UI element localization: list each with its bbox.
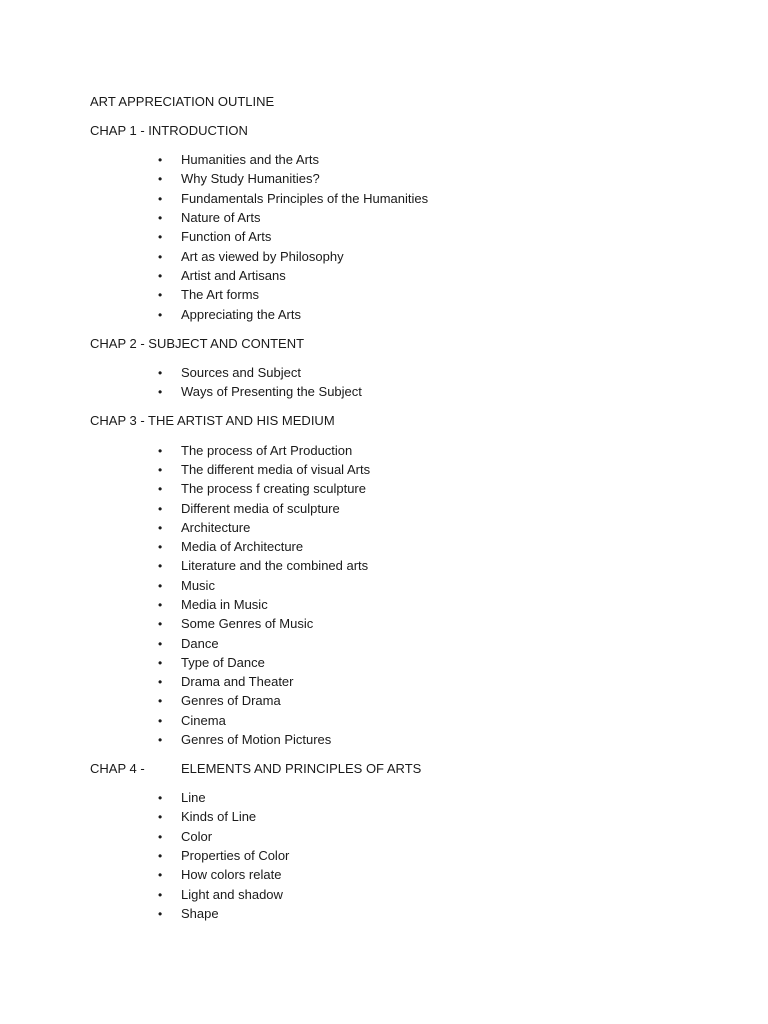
list-item: How colors relate — [181, 867, 282, 882]
bullet-icon: • — [158, 791, 163, 805]
list-item: Music — [181, 578, 215, 593]
bullet-icon: • — [158, 192, 163, 206]
bullet-icon: • — [158, 637, 163, 651]
list-item: Kinds of Line — [181, 809, 257, 824]
chapter-4-subheading: ELEMENTS AND PRINCIPLES OF ARTS — [181, 761, 422, 776]
bullet-icon: • — [158, 888, 163, 902]
list-item: Genres of Motion Pictures — [181, 732, 332, 747]
bullet-icon: • — [158, 675, 163, 689]
list-item: Fundamentals Principles of the Humanities — [181, 191, 429, 206]
list-item: Sources and Subject — [181, 365, 301, 380]
bullet-icon: • — [158, 482, 163, 496]
bullet-icon: • — [158, 714, 163, 728]
bullet-icon: • — [158, 269, 163, 283]
bullet-icon: • — [158, 540, 163, 554]
list-item: Nature of Arts — [181, 210, 261, 225]
bullet-icon: • — [158, 521, 163, 535]
chapter-2-heading: CHAP 2 - SUBJECT AND CONTENT — [90, 336, 305, 351]
list-item: The process f creating sculpture — [181, 481, 366, 496]
list-item: Light and shadow — [181, 887, 283, 902]
list-item: Ways of Presenting the Subject — [181, 384, 362, 399]
list-item: Humanities and the Arts — [181, 152, 320, 167]
bullet-icon: • — [158, 830, 163, 844]
bullet-icon: • — [158, 366, 163, 380]
list-item: The Art forms — [181, 287, 260, 302]
list-item: Function of Arts — [181, 229, 272, 244]
list-item: Literature and the combined arts — [181, 558, 369, 573]
list-item: Type of Dance — [181, 655, 265, 670]
list-item: Media in Music — [181, 597, 268, 612]
bullet-icon: • — [158, 250, 163, 264]
bullet-icon: • — [158, 308, 163, 322]
list-item: Cinema — [181, 713, 226, 728]
list-item: Genres of Drama — [181, 693, 281, 708]
chapter-4-heading: CHAP 4 - — [90, 761, 145, 776]
bullet-icon: • — [158, 868, 163, 882]
bullet-icon: • — [158, 502, 163, 516]
bullet-icon: • — [158, 656, 163, 670]
list-item: Appreciating the Arts — [181, 307, 301, 322]
bullet-icon: • — [158, 579, 163, 593]
bullet-icon: • — [158, 733, 163, 747]
list-item: Artist and Artisans — [181, 268, 286, 283]
bullet-icon: • — [158, 172, 163, 186]
list-item: The different media of visual Arts — [181, 462, 371, 477]
list-item: Shape — [181, 906, 219, 921]
list-item: Art as viewed by Philosophy — [181, 249, 344, 264]
chapter-3-heading: CHAP 3 - THE ARTIST AND HIS MEDIUM — [90, 413, 335, 428]
list-item: The process of Art Production — [181, 443, 353, 458]
bullet-icon: • — [158, 385, 163, 399]
list-item: Drama and Theater — [181, 674, 294, 689]
bullet-icon: • — [158, 153, 163, 167]
bullet-icon: • — [158, 230, 163, 244]
list-item: Dance — [181, 636, 219, 651]
bullet-icon: • — [158, 694, 163, 708]
bullet-icon: • — [158, 559, 163, 573]
bullet-icon: • — [158, 810, 163, 824]
bullet-icon: • — [158, 907, 163, 921]
list-item: Properties of Color — [181, 848, 290, 863]
list-item: Different media of sculpture — [181, 501, 340, 516]
bullet-icon: • — [158, 288, 163, 302]
list-item: Media of Architecture — [181, 539, 304, 554]
list-item: Why Study Humanities? — [181, 171, 320, 186]
bullet-icon: • — [158, 598, 163, 612]
document-title: ART APPRECIATION OUTLINE — [90, 94, 275, 109]
bullet-icon: • — [158, 463, 163, 477]
list-item: Line — [181, 790, 206, 805]
list-item: Architecture — [181, 520, 251, 535]
bullet-icon: • — [158, 211, 163, 225]
list-item: Color — [181, 829, 213, 844]
chapter-1-heading: CHAP 1 - INTRODUCTION — [90, 123, 248, 138]
bullet-icon: • — [158, 849, 163, 863]
bullet-icon: • — [158, 444, 163, 458]
bullet-icon: • — [158, 617, 163, 631]
list-item: Some Genres of Music — [181, 616, 314, 631]
